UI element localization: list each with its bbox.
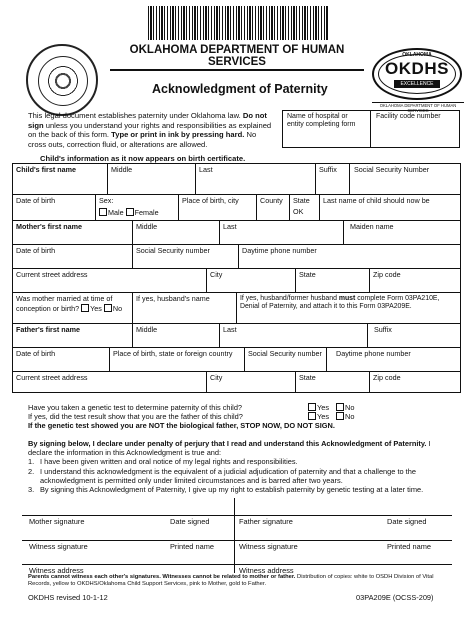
father-middle-field[interactable]: Middle [133,324,220,348]
father-witness-address-field[interactable]: Witness address [239,566,294,575]
child-first-name-field[interactable]: Child's first name [13,164,108,195]
child-info-heading: Child's information as it now appears on birth certificate. [40,154,246,163]
form-title: Acknowledgment of Paternity [152,82,328,96]
mother-signature-field[interactable]: Mother signature [29,517,85,526]
genetic-q2: If yes, did the test result show that you are the father of this child? [28,412,243,421]
mother-street-field[interactable]: Current street address [13,269,207,293]
okdhs-logo: OKLAHOMA OKDHS EXCELLENCE OKLAHOMA DEPARTMENT OF HUMAN SERVICES [372,44,464,108]
child-ssn-field[interactable]: Social Security Number [350,164,460,195]
distribution-note: Parents cannot witness each other's signatures. Witnesses cannot be related to mother or father. Distribution of copies: white to OSDH Division of Vital Records, yellow to OKDHS/Oklahoma Child Support Services, pink to Mother, gold to Father. [28,574,434,588]
child-pob-field[interactable]: Place of birth, city [179,195,257,221]
genetic-warning: If the genetic test showed you are NOT the biological father, STOP NOW, DO NOT SIGN. [28,421,335,430]
father-date-signed-field[interactable]: Date signed [387,517,427,526]
genetic-q1-no-checkbox[interactable] [336,403,344,411]
mother-state-field[interactable]: State [296,269,370,293]
father-last-field[interactable]: Last [220,324,368,348]
child-state-field[interactable]: State OK [290,195,320,221]
declaration: By signing below, I declare under penalty of perjury that I read and understand this Acknowledgment of Paternity. I declare the information in this Acknowledgment is true and: 1. I have been given written and oral notice of my legal rights and responsibilities. 2. I understand this acknowledgment is the equivalent of a judicial adjudication of paternity and that a challenge to the acknowledgment is permitted only under limited circumstances and is barred after two years. 3. By signing this Acknowledgment of Paternity, I give up my right to establish paternity by genetic testing at a later time. [28,439,431,495]
father-witness-signature-field[interactable]: Witness signature [239,542,298,551]
mother-middle-field[interactable]: Middle [133,221,220,245]
genetic-q2-yes-checkbox[interactable] [308,412,316,420]
genetic-q1: Have you taken a genetic test to determine paternity of this child? [28,403,243,412]
father-zip-field[interactable]: Zip code [373,373,401,382]
child-dob-field[interactable]: Date of birth [13,195,96,221]
child-new-last-name-field[interactable]: Last name of child should now be [320,195,460,221]
male-checkbox[interactable] [99,208,107,216]
form-number: 03PA209E (OCSS-209) [356,593,434,602]
hospital-box [282,110,460,148]
mother-ssn-field[interactable]: Social Security number [133,245,239,269]
mother-witness-signature-field[interactable]: Witness signature [29,542,88,551]
father-suffix-field[interactable]: Suffix [368,324,460,348]
father-dob-field[interactable]: Date of birth [13,348,110,372]
father-street-field[interactable]: Current street address [13,372,207,392]
mother-dob-field[interactable]: Date of birth [13,245,133,269]
revision-date: OKDHS revised 10-1-12 [28,593,108,602]
mother-maiden-field[interactable]: Maiden name [344,221,460,245]
mother-witness-printed-name-field[interactable]: Printed name [170,542,214,551]
father-signature-field[interactable]: Father signature [239,517,293,526]
child-sex-field[interactable]: Sex: Male Female [96,195,179,221]
hospital-name-field[interactable]: Name of hospital or entity completing form [283,111,371,147]
barcode [148,6,328,40]
signature-area [12,498,461,577]
mother-phone-field[interactable]: Daytime phone number [239,245,460,269]
mother-date-signed-field[interactable]: Date signed [170,517,210,526]
father-phone-field[interactable]: Daytime phone number [327,348,460,372]
mother-last-field[interactable]: Last [220,221,344,245]
mother-witness-address-field[interactable]: Witness address [29,566,84,575]
mother-first-name-field[interactable]: Mother's first name [13,221,133,245]
mother-zip-field[interactable]: Zip code [370,269,460,293]
child-middle-field[interactable]: Middle [108,164,196,195]
genetic-q1-yes-checkbox[interactable] [308,403,316,411]
mother-married-question[interactable]: Was mother married at time of conception or birth? Yes No [13,293,133,324]
husband-name-field[interactable]: If yes, husband's name [133,293,237,324]
child-last-field[interactable]: Last [196,164,316,195]
genetic-q2-no-checkbox[interactable] [336,412,344,420]
facility-code-field[interactable]: Facility code number [376,113,441,120]
father-city-field[interactable]: City [207,372,296,392]
married-yes-checkbox[interactable] [81,304,89,312]
father-pob-field[interactable]: Place of birth, state or foreign country [110,348,245,372]
father-state-field[interactable]: State [296,372,370,392]
father-witness-printed-name-field[interactable]: Printed name [387,542,431,551]
state-value: OK [293,206,304,216]
mother-city-field[interactable]: City [207,269,296,293]
child-suffix-field[interactable]: Suffix [316,164,350,195]
genetic-questions: Have you taken a genetic test to determine paternity of this child? Yes No If yes, did the test result show that you are the father of this child? Yes No If the genetic test showed you are NOT the biological father, STOP NOW, DO NOT SIGN. [28,403,468,430]
married-no-checkbox[interactable] [104,304,112,312]
intro-text: This legal document establishes paternity under Oklahoma law. Do not sign unless you understand your rights and responsibilities as explained on the back of this form. Type or print in ink by pressing hard. No cross outs, correction fluid, or alterations are allowed. [28,111,272,149]
father-ssn-field[interactable]: Social Security number [245,348,327,372]
state-seal-icon [26,44,98,116]
husband-note: If yes, husband/former husband must complete Form 03PA210E, Denial of Paternity, and attach it to this Form 03PA209E. [237,293,460,324]
agency-name: OKLAHOMA DEPARTMENT OF HUMAN SERVICES [110,44,364,71]
father-first-name-field[interactable]: Father's first name [13,324,133,348]
child-county-field[interactable]: County [257,195,290,221]
paternity-form-table [12,163,461,393]
female-checkbox[interactable] [126,208,134,216]
